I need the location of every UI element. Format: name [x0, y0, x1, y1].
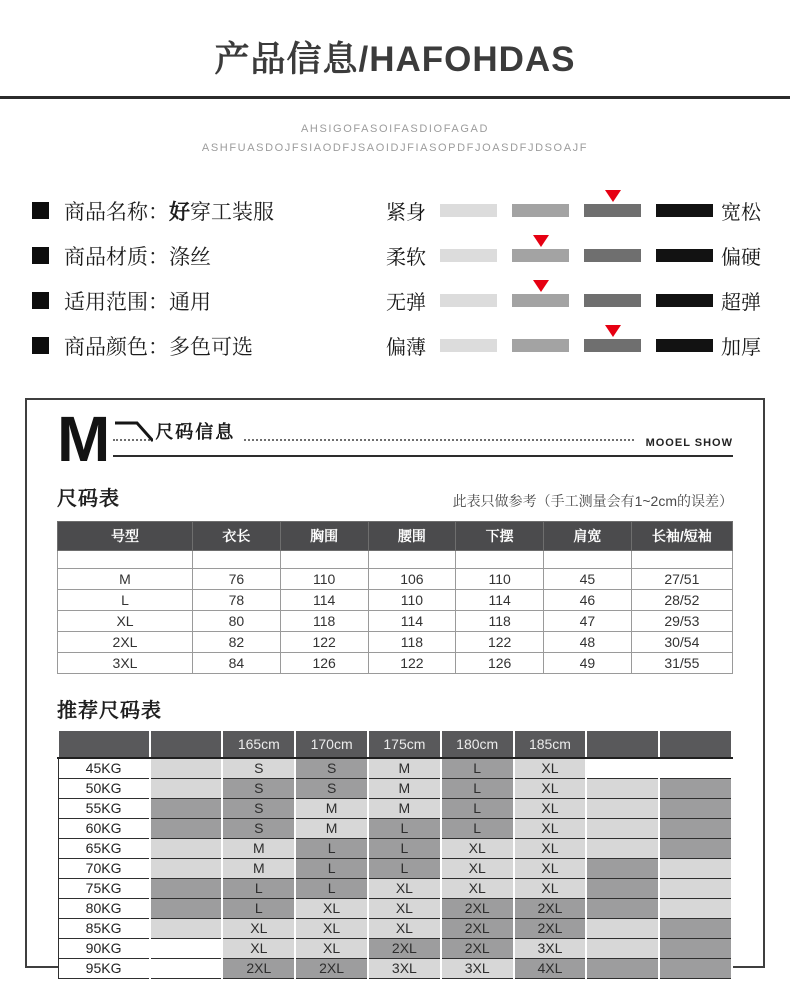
recommend-size-cell: [150, 758, 223, 778]
recommend-size-cell: XL: [368, 918, 441, 938]
weight-label-cell: 95KG: [58, 958, 150, 978]
scale-right-label: 超弹: [721, 292, 761, 314]
scale-right-label: 宽松: [721, 202, 761, 224]
size-table-cell: 122: [456, 632, 544, 653]
size-table-header-cell: 腰围: [368, 522, 456, 551]
recommend-size-cell: [586, 838, 659, 858]
size-table-header-cell: 下摆: [456, 522, 544, 551]
recommend-size-cell: 3XL: [514, 938, 587, 958]
recommend-size-cell: XL: [222, 938, 295, 958]
size-info-box: [25, 398, 765, 976]
size-table-header-cell: 衣长: [193, 522, 281, 551]
recommend-size-cell: L: [441, 798, 514, 818]
scale-bars: [440, 294, 713, 307]
recommend-size-cell: [659, 798, 732, 818]
size-table-cell: 48: [544, 632, 632, 653]
weight-label-cell: 80KG: [58, 898, 150, 918]
size-table-cell: 29/53: [631, 611, 732, 632]
scale-right-label: 偏硬: [721, 247, 761, 269]
size-table-cell: 110: [456, 569, 544, 590]
size-table-cell: 31/55: [631, 653, 732, 674]
size-table-cell: 30/54: [631, 632, 732, 653]
recommend-table-header-cell: 180cm: [441, 731, 514, 758]
scale-bars: [440, 249, 713, 262]
recommend-size-cell: S: [222, 758, 295, 778]
scale-bars: [440, 339, 713, 352]
recommend-size-cell: 2XL: [514, 918, 587, 938]
recommend-size-cell: [150, 958, 223, 978]
size-table-empty-cell: [58, 551, 193, 569]
attribute-row: [32, 323, 274, 368]
recommend-size-cell: M: [295, 818, 368, 838]
recommend-size-cell: L: [295, 838, 368, 858]
size-table-empty-cell: [368, 551, 456, 569]
recommend-size-cell: XL: [514, 818, 587, 838]
arrow-down-icon: [533, 280, 549, 292]
scale-bar: [656, 249, 713, 262]
recommend-size-cell: [586, 918, 659, 938]
property-scale-row: [386, 233, 768, 278]
property-scale-row: [386, 188, 768, 233]
recommend-size-cell: L: [222, 898, 295, 918]
recommend-size-cell: L: [441, 818, 514, 838]
recommend-size-cell: L: [441, 778, 514, 798]
recommend-table-header-row: [58, 731, 732, 758]
recommend-table-row: [58, 878, 732, 898]
scale-right-label: 加厚: [721, 337, 761, 359]
size-table-cell: 118: [368, 632, 456, 653]
size-table-cell: 122: [368, 653, 456, 674]
size-table-header-cell: 长袖/短袖: [631, 522, 732, 551]
size-table-cell: 110: [368, 590, 456, 611]
recommend-size-cell: XL: [514, 878, 587, 898]
size-table-cell: 49: [544, 653, 632, 674]
attribute-value: 涤丝: [169, 245, 211, 269]
size-table-cell: 126: [456, 653, 544, 674]
size-table-cell: 46: [544, 590, 632, 611]
size-table-cell: XL: [58, 611, 193, 632]
page-title: 产品信息/HAFOHDAS: [214, 40, 576, 79]
recommend-size-cell: XL: [368, 898, 441, 918]
weight-label-cell: 60KG: [58, 818, 150, 838]
size-table-empty-cell: [193, 551, 281, 569]
recommend-size-cell: M: [368, 778, 441, 798]
recommend-size-cell: [659, 838, 732, 858]
recommend-size-cell: 4XL: [514, 958, 587, 978]
size-table-title: 尺码表: [57, 488, 120, 510]
recommend-size-cell: 2XL: [368, 938, 441, 958]
recommend-size-cell: S: [222, 818, 295, 838]
recommend-table-row: [58, 778, 732, 798]
scale-bar: [440, 249, 497, 262]
recommend-table-row: [58, 758, 732, 778]
recommend-size-cell: S: [222, 798, 295, 818]
scale-bar: [512, 339, 569, 352]
recommend-size-cell: L: [295, 878, 368, 898]
size-table-empty-cell: [544, 551, 632, 569]
size-table-empty-row: [58, 551, 733, 569]
size-table-row: [58, 611, 733, 632]
recommend-size-cell: [659, 758, 732, 778]
product-attributes-section: [0, 188, 790, 370]
recommend-size-cell: S: [295, 778, 368, 798]
size-table-note: 此表只做参考（手工测量会有1~2cm的误差）: [452, 493, 733, 509]
attribute-label: 商品材质：: [64, 245, 169, 269]
size-table-cell: 84: [193, 653, 281, 674]
recommend-size-cell: [659, 898, 732, 918]
size-table-cell: 80: [193, 611, 281, 632]
size-table-cell: 122: [280, 632, 368, 653]
header-subline-2: ASHFUASDOJFSIAODFJSAOIDJFIASOPDFJOASDFJDSOAJF: [201, 142, 589, 154]
size-table-empty-cell: [280, 551, 368, 569]
size-table-header-row: [58, 522, 733, 551]
recommend-size-cell: S: [295, 758, 368, 778]
size-table-cell: 82: [193, 632, 281, 653]
bullet-square-icon: [32, 292, 49, 309]
recommend-size-table: [57, 731, 733, 979]
recommend-table-row: [58, 858, 732, 878]
recommend-table-header-cell: [659, 731, 732, 758]
size-table-cell: 78: [193, 590, 281, 611]
weight-label-cell: 85KG: [58, 918, 150, 938]
recommend-size-cell: XL: [441, 878, 514, 898]
recommend-size-cell: M: [368, 798, 441, 818]
scale-bar: [656, 204, 713, 217]
recommend-size-cell: L: [441, 758, 514, 778]
weight-label-cell: 90KG: [58, 938, 150, 958]
size-table-cell: 114: [456, 590, 544, 611]
recommend-size-cell: [586, 958, 659, 978]
size-info-rule: [113, 412, 733, 470]
attribute-label: 适用范围：: [64, 290, 169, 314]
bullet-square-icon: [32, 202, 49, 219]
recommend-size-cell: L: [295, 858, 368, 878]
size-table-empty-cell: [456, 551, 544, 569]
size-table-heading-row: [57, 482, 733, 511]
size-table-cell: 47: [544, 611, 632, 632]
scale-bar: [584, 249, 641, 262]
recommend-table-row: [58, 918, 732, 938]
recommend-size-cell: M: [368, 758, 441, 778]
recommend-size-cell: [586, 778, 659, 798]
recommend-table-row: [58, 898, 732, 918]
scale-bar: [440, 294, 497, 307]
recommend-table-row: [58, 798, 732, 818]
recommend-size-cell: XL: [441, 858, 514, 878]
recommend-size-cell: S: [222, 778, 295, 798]
recommend-size-cell: [586, 858, 659, 878]
scale-bar: [656, 294, 713, 307]
size-table-cell: 126: [280, 653, 368, 674]
arrow-down-icon: [533, 235, 549, 247]
recommend-size-cell: XL: [514, 838, 587, 858]
size-table-cell: 110: [280, 569, 368, 590]
size-table-cell: 2XL: [58, 632, 193, 653]
recommend-size-cell: [150, 918, 223, 938]
recommend-size-cell: 2XL: [295, 958, 368, 978]
recommend-size-cell: [150, 778, 223, 798]
attribute-value: 多色可选: [169, 335, 253, 359]
scale-left-label: 无弹: [386, 292, 426, 314]
property-scale-row: [386, 323, 768, 368]
scale-left-label: 紧身: [386, 202, 426, 224]
size-table-row: [58, 653, 733, 674]
weight-label-cell: 70KG: [58, 858, 150, 878]
recommend-size-cell: 2XL: [514, 898, 587, 918]
recommend-table-header-cell: 175cm: [368, 731, 441, 758]
attribute-row: [32, 278, 274, 323]
scale-bar: [512, 204, 569, 217]
recommend-size-cell: XL: [514, 758, 587, 778]
weight-label-cell: 50KG: [58, 778, 150, 798]
recommend-size-cell: XL: [514, 858, 587, 878]
model-show-label: MOOEL SHOW: [636, 436, 733, 450]
size-table-header-cell: 号型: [58, 522, 193, 551]
arrow-down-icon: [605, 190, 621, 202]
recommend-size-cell: [659, 818, 732, 838]
recommend-size-cell: [659, 858, 732, 878]
recommend-size-cell: M: [295, 798, 368, 818]
property-scale-row: [386, 278, 768, 323]
attribute-row: [32, 188, 274, 233]
recommend-size-cell: [150, 858, 223, 878]
size-table-cell: 106: [368, 569, 456, 590]
recommend-size-cell: L: [222, 878, 295, 898]
size-table-cell: 27/51: [631, 569, 732, 590]
recommend-size-cell: [659, 938, 732, 958]
attribute-list: [32, 188, 274, 368]
bullet-square-icon: [32, 337, 49, 354]
size-table-cell: 118: [456, 611, 544, 632]
recommend-size-cell: [150, 878, 223, 898]
recommend-size-cell: [659, 878, 732, 898]
recommend-size-cell: XL: [295, 898, 368, 918]
size-table-cell: 118: [280, 611, 368, 632]
recommend-size-cell: XL: [295, 938, 368, 958]
recommend-size-cell: [586, 798, 659, 818]
weight-label-cell: 45KG: [58, 758, 150, 778]
recommend-size-cell: 3XL: [441, 958, 514, 978]
scale-bar: [440, 339, 497, 352]
size-table-cell: 3XL: [58, 653, 193, 674]
attribute-value-bold: 好: [169, 200, 190, 224]
recommend-size-cell: XL: [368, 878, 441, 898]
recommend-table-row: [58, 958, 732, 978]
recommend-size-cell: [659, 918, 732, 938]
recommend-size-cell: XL: [514, 778, 587, 798]
recommend-size-cell: [586, 818, 659, 838]
recommend-size-cell: L: [368, 838, 441, 858]
attribute-label: 商品名称：: [64, 200, 169, 224]
attribute-value: 好穿工装服: [169, 200, 274, 224]
recommend-table-header-cell: 165cm: [222, 731, 295, 758]
bracket-stroke-icon: [113, 418, 157, 444]
recommend-table-header-cell: [150, 731, 223, 758]
attribute-label: 商品颜色：: [64, 335, 169, 359]
recommend-table-header-cell: [58, 731, 150, 758]
scale-bar: [584, 294, 641, 307]
recommend-size-cell: [150, 838, 223, 858]
recommend-table-title: 推荐尺码表: [57, 700, 162, 722]
size-table-header-cell: 肩宽: [544, 522, 632, 551]
recommend-size-cell: [659, 958, 732, 978]
recommend-table-row: [58, 838, 732, 858]
size-table: [57, 521, 733, 674]
recommend-table-header-cell: 185cm: [514, 731, 587, 758]
scale-bar: [656, 339, 713, 352]
recommend-size-cell: [586, 878, 659, 898]
recommend-size-cell: L: [368, 858, 441, 878]
recommend-size-cell: [150, 898, 223, 918]
weight-label-cell: 65KG: [58, 838, 150, 858]
solid-line: [113, 455, 733, 457]
arrow-down-icon: [605, 325, 621, 337]
size-table-cell: 114: [368, 611, 456, 632]
size-table-cell: 28/52: [631, 590, 732, 611]
size-info-title: 尺码信息: [153, 418, 243, 446]
recommend-size-cell: [150, 798, 223, 818]
recommend-size-cell: [659, 778, 732, 798]
recommend-size-cell: [586, 898, 659, 918]
recommend-table-header-cell: [586, 731, 659, 758]
recommend-size-cell: 2XL: [222, 958, 295, 978]
size-table-cell: 114: [280, 590, 368, 611]
recommend-size-cell: 2XL: [441, 918, 514, 938]
scale-bar: [584, 339, 641, 352]
recommend-table-header-cell: 170cm: [295, 731, 368, 758]
size-table-row: [58, 632, 733, 653]
scale-bars: [440, 204, 713, 217]
size-table-header-cell: 胸围: [280, 522, 368, 551]
weight-label-cell: 75KG: [58, 878, 150, 898]
size-table-cell: 45: [544, 569, 632, 590]
scale-left-label: 偏薄: [386, 337, 426, 359]
recommend-size-cell: XL: [222, 918, 295, 938]
scale-bar: [584, 204, 641, 217]
m-logo: M: [57, 403, 108, 475]
recommend-size-cell: XL: [441, 838, 514, 858]
property-scale-list: [386, 188, 768, 368]
size-table-cell: 76: [193, 569, 281, 590]
recommend-size-cell: XL: [295, 918, 368, 938]
attribute-value: 通用: [169, 290, 211, 314]
recommend-table-row: [58, 818, 732, 838]
size-table-empty-cell: [631, 551, 732, 569]
recommend-size-cell: [586, 938, 659, 958]
recommend-size-cell: 2XL: [441, 938, 514, 958]
attribute-row: [32, 233, 274, 278]
scale-left-label: 柔软: [386, 247, 426, 269]
scale-bar: [440, 204, 497, 217]
recommend-table-row: [58, 938, 732, 958]
recommend-size-cell: M: [222, 838, 295, 858]
recommend-size-cell: XL: [514, 798, 587, 818]
size-table-cell: L: [58, 590, 193, 611]
recommend-size-cell: M: [222, 858, 295, 878]
title-divider: [0, 96, 790, 99]
recommend-size-cell: L: [368, 818, 441, 838]
recommend-size-cell: [150, 818, 223, 838]
weight-label-cell: 55KG: [58, 798, 150, 818]
recommend-size-cell: [586, 758, 659, 778]
scale-bar: [512, 249, 569, 262]
recommend-size-cell: 3XL: [368, 958, 441, 978]
bullet-square-icon: [32, 247, 49, 264]
scale-bar: [512, 294, 569, 307]
header-subline-1: AHSIGOFASOIFASDIOFAGAD: [300, 123, 489, 135]
size-table-row: [58, 569, 733, 590]
recommend-size-cell: [150, 938, 223, 958]
size-table-row: [58, 590, 733, 611]
recommend-size-cell: 2XL: [441, 898, 514, 918]
size-table-cell: M: [58, 569, 193, 590]
size-info-header: [57, 403, 733, 475]
